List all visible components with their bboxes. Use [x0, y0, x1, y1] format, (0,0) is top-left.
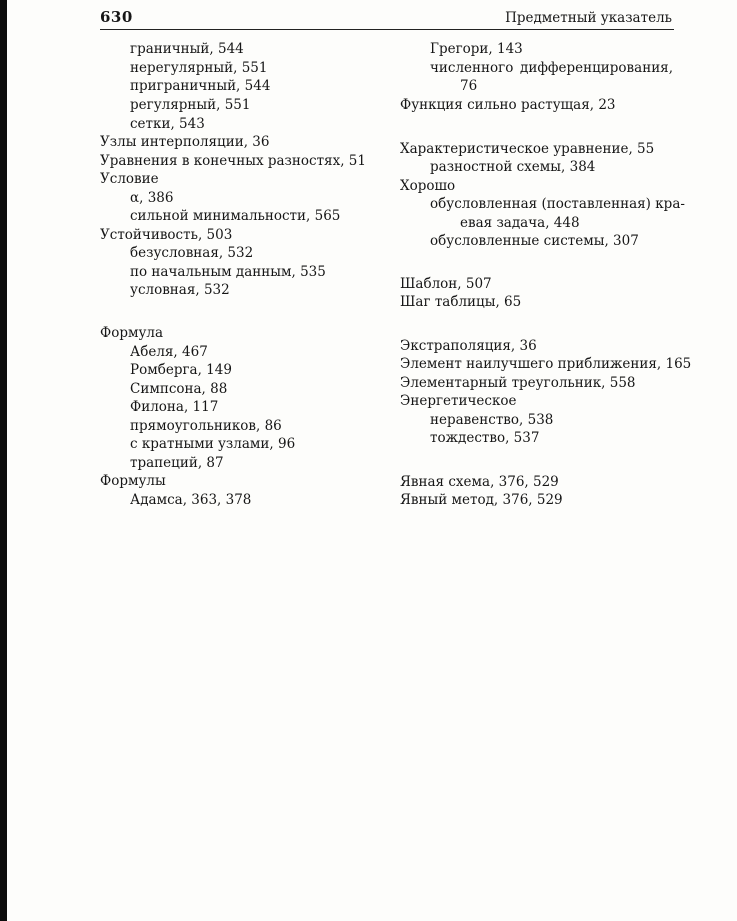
index-entry: Характеристическое уравнение, 55: [400, 141, 655, 157]
index-subentry: Ромберга, 149: [130, 362, 232, 378]
page-header: [0, 0, 737, 30]
index-subentry: разностной схемы, 384: [430, 159, 596, 175]
book-spine-edge: [0, 0, 7, 921]
index-subentry: Абеля, 467: [130, 344, 208, 360]
index-subentry: прямоугольников, 86: [130, 418, 282, 434]
index-entry: Условие: [100, 171, 159, 187]
page-number: 630: [100, 8, 133, 26]
index-entry: Шаблон, 507: [400, 276, 492, 292]
index-subentry: условная, 532: [130, 282, 230, 298]
index-entry: Формула: [100, 325, 164, 341]
index-subentry-continuation: евая задача, 448: [460, 215, 580, 231]
index-subentry: обусловленная (поставленная) кра-: [430, 196, 685, 212]
index-subentry-continuation: 76: [460, 78, 478, 94]
index-subentry: сетки, 543: [130, 116, 205, 132]
index-subentry-word: численного: [430, 60, 514, 76]
index-subentry: [430, 59, 673, 77]
index-subentry: Адамса, 363, 378: [130, 492, 252, 508]
index-entry: Энергетическое: [400, 393, 517, 409]
index-subentry: нерегулярный, 551: [130, 60, 268, 76]
index-subentry: по начальным данным, 535: [130, 264, 326, 280]
index-subentry: приграничный, 544: [130, 78, 271, 94]
index-subentry: Грегори, 143: [430, 41, 523, 57]
index-entry: Шаг таблицы, 65: [400, 294, 522, 310]
index-entry: Уравнения в конечных разностях, 51: [100, 153, 366, 169]
index-entry: Явная схема, 376, 529: [400, 474, 559, 490]
running-head: Предметный указатель: [505, 10, 672, 26]
index-entry: Узлы интерполяции, 36: [100, 134, 270, 150]
index-subentry: Симпсона, 88: [130, 381, 228, 397]
index-subentry-word: дифференцирования,: [520, 60, 673, 76]
index-subentry: безусловная, 532: [130, 245, 254, 261]
index-subentry: неравенство, 538: [430, 412, 554, 428]
index-entry: Формулы: [100, 473, 166, 489]
index-subentry: сильной минимальности, 565: [130, 208, 341, 224]
header-rule: [100, 29, 674, 30]
index-entry: Экстраполяция, 36: [400, 338, 537, 354]
index-entry: Функция сильно растущая, 23: [400, 97, 616, 113]
index-entry: Устойчивость, 503: [100, 227, 233, 243]
index-entry: Элемент наилучшего приближения, 165: [400, 356, 692, 372]
index-subentry: граничный, 544: [130, 41, 244, 57]
index-subentry: Филона, 117: [130, 399, 219, 415]
index-subentry: регулярный, 551: [130, 97, 251, 113]
index-subentry: обусловленные системы, 307: [430, 233, 639, 249]
index-entry: Явный метод, 376, 529: [400, 492, 563, 508]
index-subentry: тождество, 537: [430, 430, 540, 446]
index-subentry: α, 386: [130, 190, 174, 206]
index-subentry: с кратными узлами, 96: [130, 436, 296, 452]
index-subentry: трапеций, 87: [130, 455, 224, 471]
index-entry: Хорошо: [400, 178, 456, 194]
index-entry: Элементарный треугольник, 558: [400, 375, 636, 391]
